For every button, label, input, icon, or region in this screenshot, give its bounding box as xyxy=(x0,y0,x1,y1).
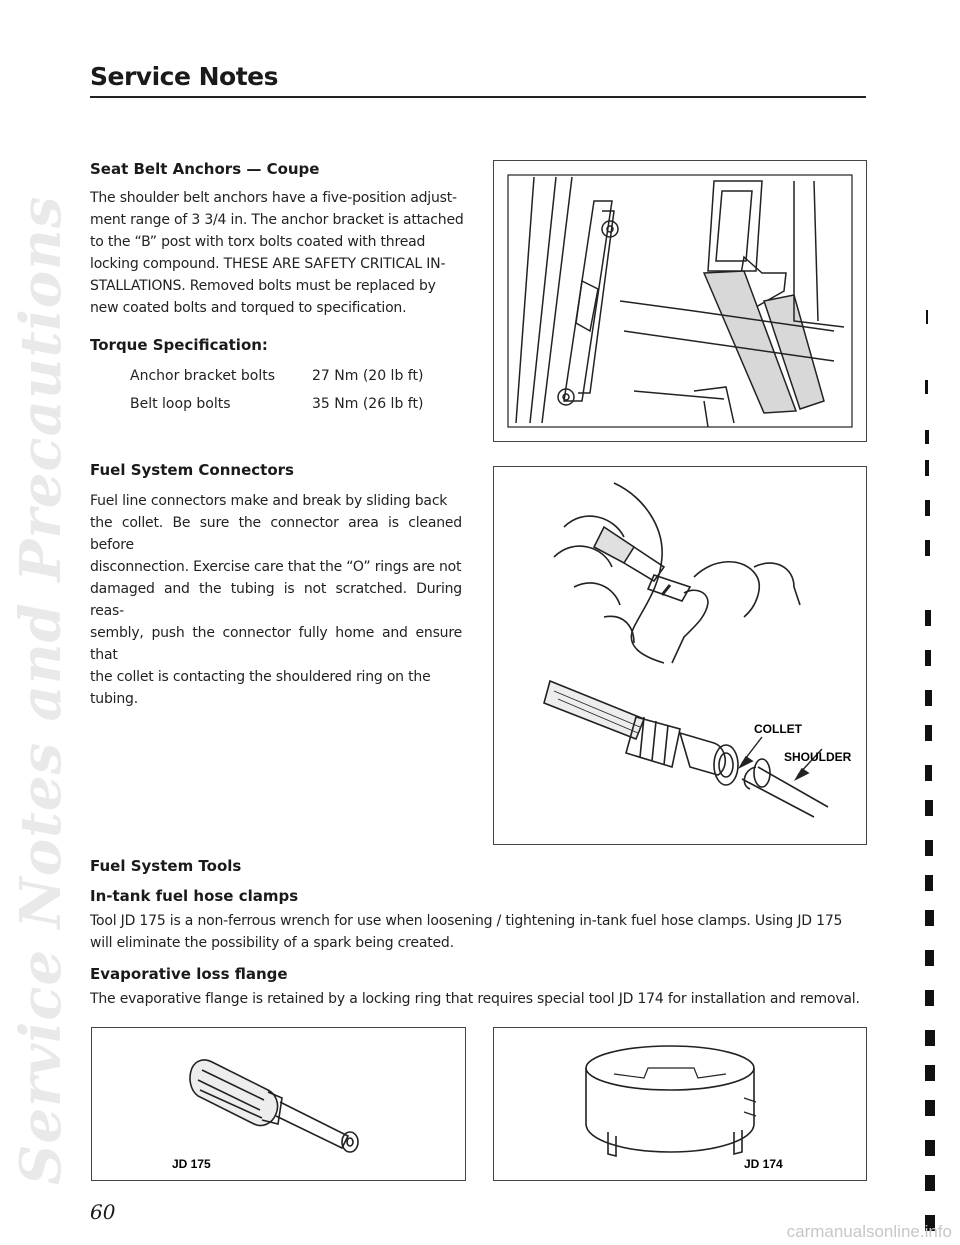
seat-belt-anchor-figure xyxy=(493,160,867,442)
fuel-connectors-paragraph xyxy=(90,490,462,710)
flange-paragraph: The evaporative flange is retained by a locking ring that requires special tool JD 174 for installation and removal. xyxy=(90,991,860,1007)
jd175-label: JD 175 xyxy=(172,1157,211,1171)
text-line: the collet is contacting the shouldered ring on the xyxy=(90,669,431,685)
page-number: 60 xyxy=(90,1200,116,1224)
text-line: ment range of 3 3/4 in. The anchor bracket is attached xyxy=(90,212,464,228)
flange-tool-illustration xyxy=(494,1028,866,1180)
text-line: to the “B” post with torx bolts coated with thread xyxy=(90,234,426,250)
torque-item-2: Belt loop bolts xyxy=(130,396,231,412)
edge-marks xyxy=(918,190,938,1240)
side-banner: Service Notes and Precautions xyxy=(8,195,74,1185)
text-line: locking compound. THESE ARE SAFETY CRITICAL IN- xyxy=(90,256,446,272)
fuel-connectors-heading: Fuel System Connectors xyxy=(90,461,294,479)
text-line: STALLATIONS. Removed bolts must be replaced by xyxy=(90,278,436,294)
text-line: tubing. xyxy=(90,691,138,707)
torque-value-2: 35 Nm (26 lb ft) xyxy=(312,396,424,412)
clamps-heading: In-tank fuel hose clamps xyxy=(90,887,299,905)
site-watermark: carmanualsonline.info xyxy=(786,1222,952,1241)
clamps-paragraph xyxy=(90,910,890,954)
seat-belt-illustration xyxy=(494,161,866,441)
fuel-connector-figure xyxy=(493,466,867,845)
wrench-illustration xyxy=(92,1028,465,1180)
jd174-label: JD 174 xyxy=(744,1157,783,1171)
fuel-connector-illustration xyxy=(494,467,866,844)
text-line: sembly, push the connector fully home and ensure that xyxy=(90,625,462,663)
text-line: the collet. Be sure the connector area is cleaned before xyxy=(90,515,462,553)
text-line: new coated bolts and torqued to specification. xyxy=(90,300,407,316)
seat-belt-paragraph xyxy=(90,187,465,319)
collet-label: COLLET xyxy=(754,722,802,736)
text-line: The shoulder belt anchors have a five-position adjust- xyxy=(90,190,457,206)
text-line: damaged and the tubing is not scratched. During reas- xyxy=(90,581,462,619)
torque-item-1: Anchor bracket bolts xyxy=(130,368,275,384)
text-line: disconnection. Exercise care that the “O” rings are not xyxy=(90,559,462,575)
jd174-figure xyxy=(493,1027,867,1181)
page-header-title: Service Notes xyxy=(90,62,279,91)
fuel-tools-heading: Fuel System Tools xyxy=(90,857,242,875)
torque-heading: Torque Specification: xyxy=(90,336,268,354)
text-line: Tool JD 175 is a non-ferrous wrench for use when loosening / tightening in-tank fuel hose clamps. Using JD 175 xyxy=(90,913,843,929)
torque-value-1: 27 Nm (20 lb ft) xyxy=(312,368,424,384)
jd175-figure xyxy=(91,1027,466,1181)
seat-belt-heading: Seat Belt Anchors — Coupe xyxy=(90,160,320,178)
text-line: Fuel line connectors make and break by sliding back xyxy=(90,493,448,509)
shoulder-label: SHOULDER xyxy=(784,750,852,764)
text-line: will eliminate the possibility of a spark being created. xyxy=(90,935,454,951)
header-rule xyxy=(90,96,866,98)
flange-heading: Evaporative loss flange xyxy=(90,965,288,983)
